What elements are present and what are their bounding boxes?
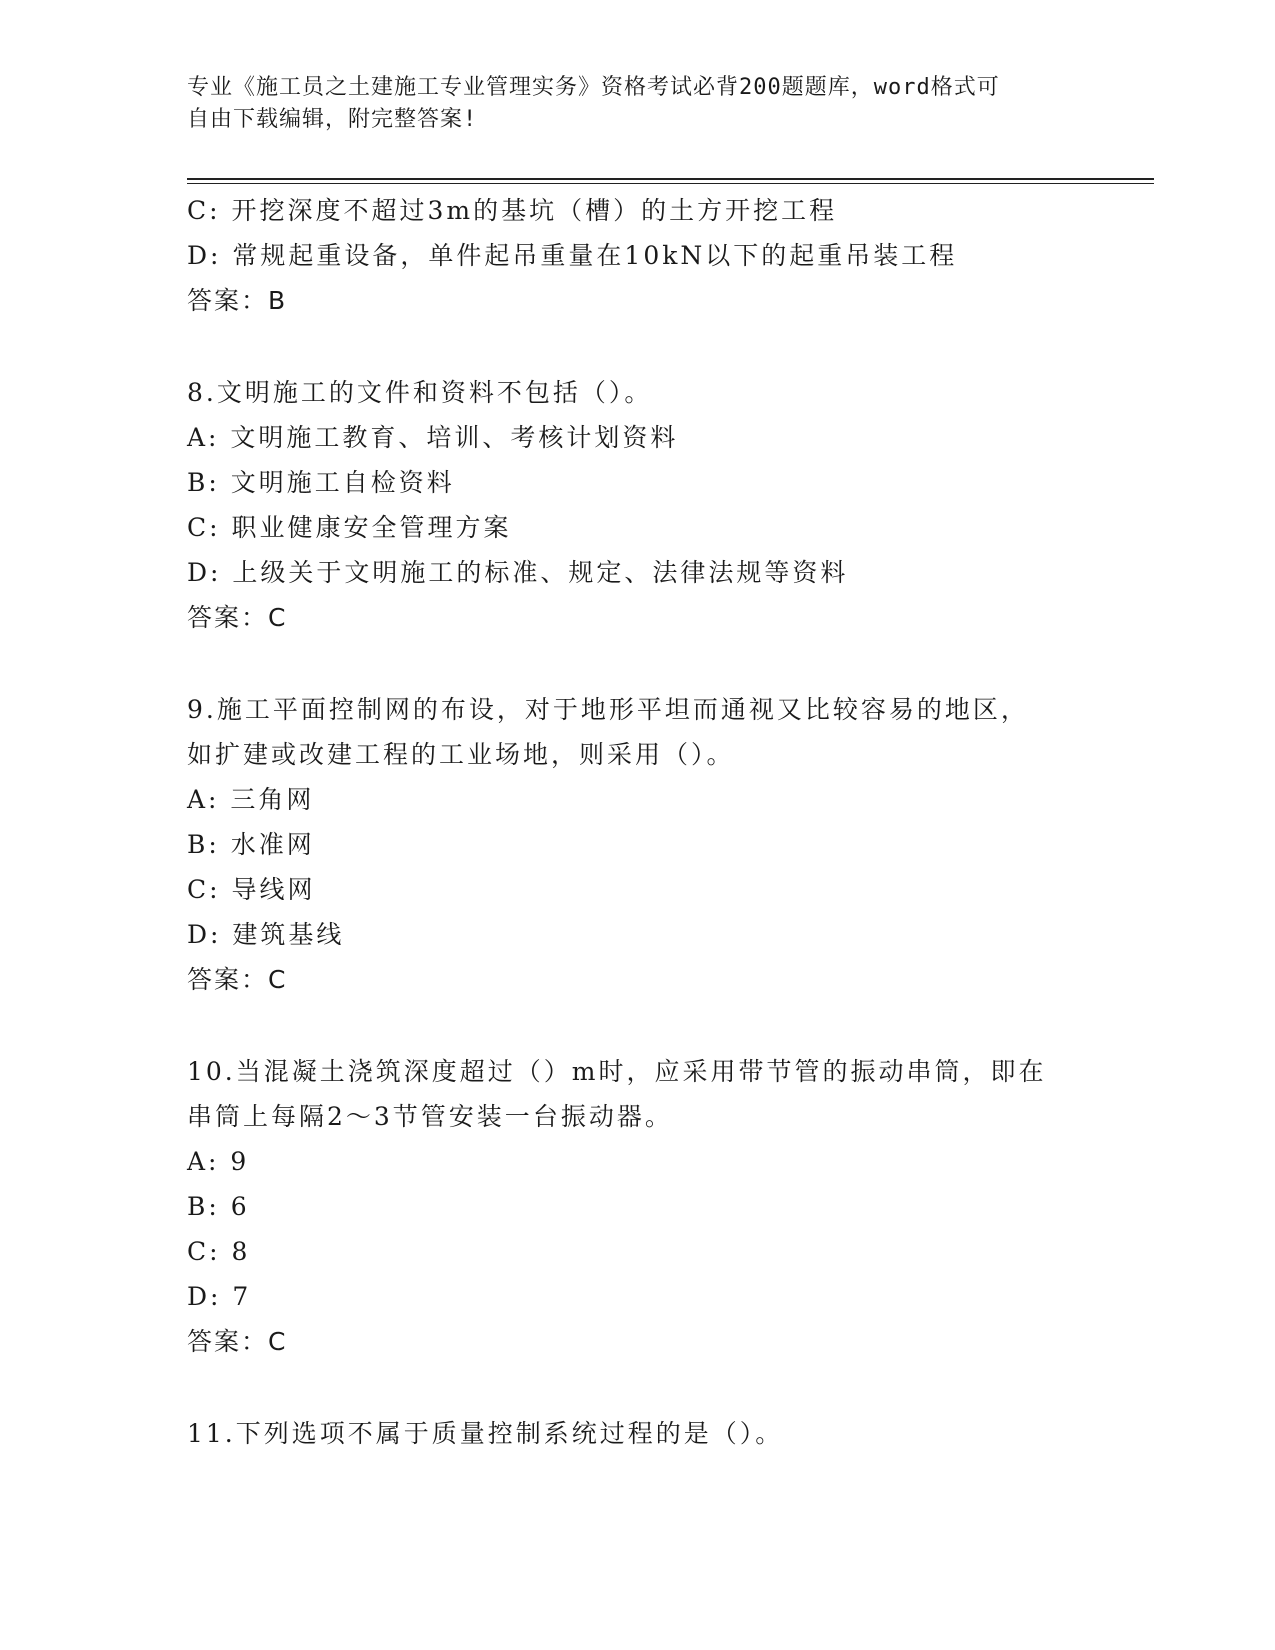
- question-list: [187, 188, 1087, 1456]
- option-a: A: 三角网: [187, 785, 315, 814]
- option-d: D: 上级关于文明施工的标准、规定、法律法规等资料: [187, 558, 849, 587]
- header-divider-thin: [187, 183, 1154, 184]
- option-d: D: 建筑基线: [187, 920, 345, 949]
- option-b: B: 水准网: [187, 830, 315, 859]
- answer-line: 答案：C: [187, 603, 288, 632]
- question-9: [187, 687, 1087, 1002]
- question-stem: 11.下列选项不属于质量控制系统过程的是（）。: [187, 1419, 784, 1448]
- question-stem-line-2: 串筒上每隔2～3节管安装一台振动器。: [187, 1102, 673, 1131]
- answer-line: 答案：C: [187, 965, 288, 994]
- question-10: [187, 1049, 1087, 1364]
- header-divider-thick: [187, 178, 1154, 180]
- question-stem-line-1: 10.当混凝土浇筑深度超过（）m时，应采用带节管的振动串筒，即在: [187, 1057, 1047, 1086]
- answer-line: 答案：C: [187, 1327, 288, 1356]
- answer-line: 答案：B: [187, 286, 288, 315]
- header-title-line-1: 专业《施工员之土建施工专业管理实务》资格考试必背200题题库，word格式可: [187, 75, 1000, 100]
- option-b: B: 6: [187, 1192, 250, 1221]
- option-d: D: 7: [187, 1282, 252, 1311]
- question-fragment-7: [187, 188, 1087, 323]
- option-a: A: 9: [187, 1147, 250, 1176]
- question-8: [187, 370, 1087, 640]
- option-c: C: 开挖深度不超过3m的基坑（槽）的土方开挖工程: [187, 196, 838, 225]
- option-c: C: 导线网: [187, 875, 316, 904]
- question-stem-line-1: 9.施工平面控制网的布设，对于地形平坦而通视又比较容易的地区，: [187, 695, 1029, 724]
- option-a: A: 文明施工教育、培训、考核计划资料: [187, 423, 679, 452]
- question-stem: 8.文明施工的文件和资料不包括（）。: [187, 378, 653, 407]
- question-11: [187, 1411, 1087, 1456]
- option-c: C: 8: [187, 1237, 251, 1266]
- option-d: D: 常规起重设备，单件起吊重量在10kN以下的起重吊装工程: [187, 241, 958, 270]
- question-stem-line-2: 如扩建或改建工程的工业场地，则采用（）。: [187, 740, 735, 769]
- option-c: C: 职业健康安全管理方案: [187, 513, 512, 542]
- document-header: [187, 72, 1067, 136]
- header-title-line-2: 自由下载编辑，附完整答案!: [187, 107, 478, 132]
- option-b: B: 文明施工自检资料: [187, 468, 455, 497]
